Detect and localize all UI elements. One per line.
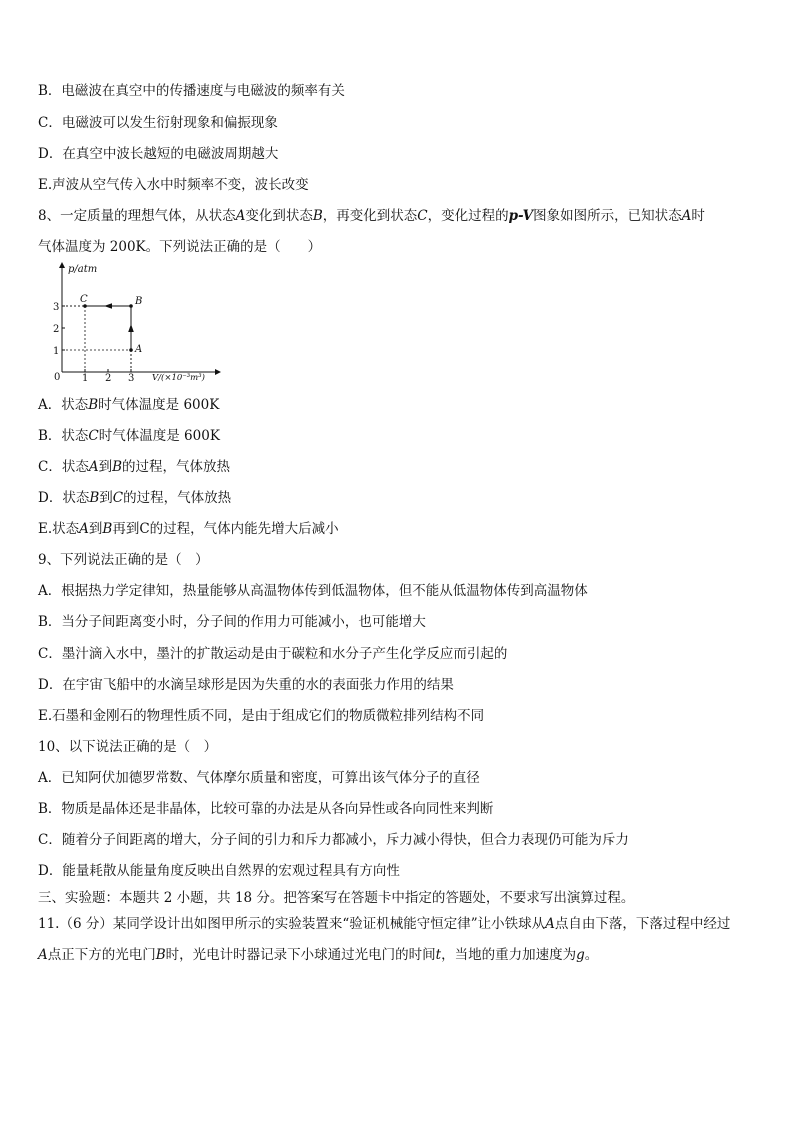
q7-option-c: C．电磁波可以发生衍射现象和偏振现象 — [38, 115, 278, 131]
x-tick-label-2: 2 — [105, 373, 112, 383]
q11-line2: A点正下方的光电门B时，光电计时器记录下小球通过光电门的时间t，当地的重力加速度为g。 — [38, 947, 599, 963]
q10-option-b: B．物质是晶体还是非晶体，比较可靠的办法是从各向异性或各向同性来判断 — [38, 801, 494, 817]
q8-option-a: A．状态B时气体温度是 600K — [38, 397, 220, 413]
y-tick-label-3: 3 — [53, 302, 60, 313]
state-point-A — [129, 348, 133, 352]
direction-arrow-A-B — [128, 324, 134, 332]
x-axis-label: V/(×10⁻³m³) — [152, 373, 205, 383]
q9-stem: 9、下列说法正确的是（ ） — [38, 552, 209, 568]
y-tick-label-1: 1 — [53, 346, 60, 357]
q10-option-c: C．随着分子间距离的增大，分子间的引力和斥力都减小，斥力减小得快，但合力表现仍可能为斥力 — [38, 832, 629, 848]
q8-option-d: D．状态B到C的过程，气体放热 — [38, 490, 232, 506]
pv-diagram — [40, 258, 230, 383]
q8-stem-line1: 8、一定质量的理想气体，从状态A变化到状态B，再变化到状态C，变化过程的p-V图象如图所示，已知状态A时 — [38, 208, 705, 224]
section-3-heading: 三、实验题：本题共 2 小题，共 18 分。把答案写在答题卡中指定的答题处，不要求写出演算过程。 — [38, 890, 635, 906]
q7-option-b: B．电磁波在真空中的传播速度与电磁波的频率有关 — [38, 83, 345, 99]
state-label-A: A — [135, 344, 143, 355]
q9-option-a: A．根据热力学定律知，热量能够从高温物体传到低温物体，但不能从低温物体传到高温物体 — [38, 583, 588, 599]
q8-stem-line2: 气体温度为 200K。下列说法正确的是（ ） — [38, 239, 322, 255]
q8-option-e: E.状态A到B再到C的过程，气体内能先增大后减小 — [38, 521, 339, 537]
state-label-C: C — [80, 294, 88, 305]
q10-stem: 10、以下说法正确的是（ ） — [38, 739, 218, 755]
direction-arrow-B-C — [104, 303, 112, 309]
origin-label: 0 — [54, 372, 61, 383]
state-label-B: B — [135, 296, 143, 307]
q9-option-b: B．当分子间距离变小时，分子间的作用力可能减小，也可能增大 — [38, 614, 426, 630]
guide-lines — [62, 306, 131, 372]
q10-option-d: D．能量耗散从能量角度反映出自然界的宏观过程具有方向性 — [38, 863, 400, 879]
state-points — [80, 294, 142, 355]
state-point-B — [129, 304, 133, 308]
q10-option-a: A．已知阿伏加德罗常数、气体摩尔质量和密度，可算出该气体分子的直径 — [38, 770, 480, 786]
y-tick-label-2: 2 — [53, 324, 60, 335]
x-tick-label-1: 1 — [82, 373, 89, 383]
q9-option-d: D．在宇宙飞船中的水滴呈球形是因为失重的水的表面张力作用的结果 — [38, 677, 454, 693]
q9-option-c: C．墨汁滴入水中，墨汁的扩散运动是由于碳粒和水分子产生化学反应而引起的 — [38, 646, 508, 662]
q11-line1: 11.（6 分）某同学设计出如图甲所示的实验装置来“验证机械能守恒定律”让小铁球从A点自由下落，下落过程中经过 — [38, 916, 731, 932]
process-path — [85, 303, 134, 350]
q8-option-c: C．状态A到B的过程，气体放热 — [38, 459, 231, 475]
q7-option-e: E.声波从空气传入水中时频率不变，波长改变 — [38, 177, 309, 193]
q7-option-d: D．在真空中波长越短的电磁波周期越大 — [38, 146, 279, 162]
q9-option-e: E.石墨和金刚石的物理性质不同，是由于组成它们的物质微粒排列结构不同 — [38, 708, 485, 724]
y-axis-label: p/atm — [68, 264, 98, 275]
x-tick-label-3: 3 — [128, 373, 135, 383]
axis-ticks — [53, 302, 134, 383]
q8-option-b: B．状态C时气体温度是 600K — [38, 428, 220, 444]
